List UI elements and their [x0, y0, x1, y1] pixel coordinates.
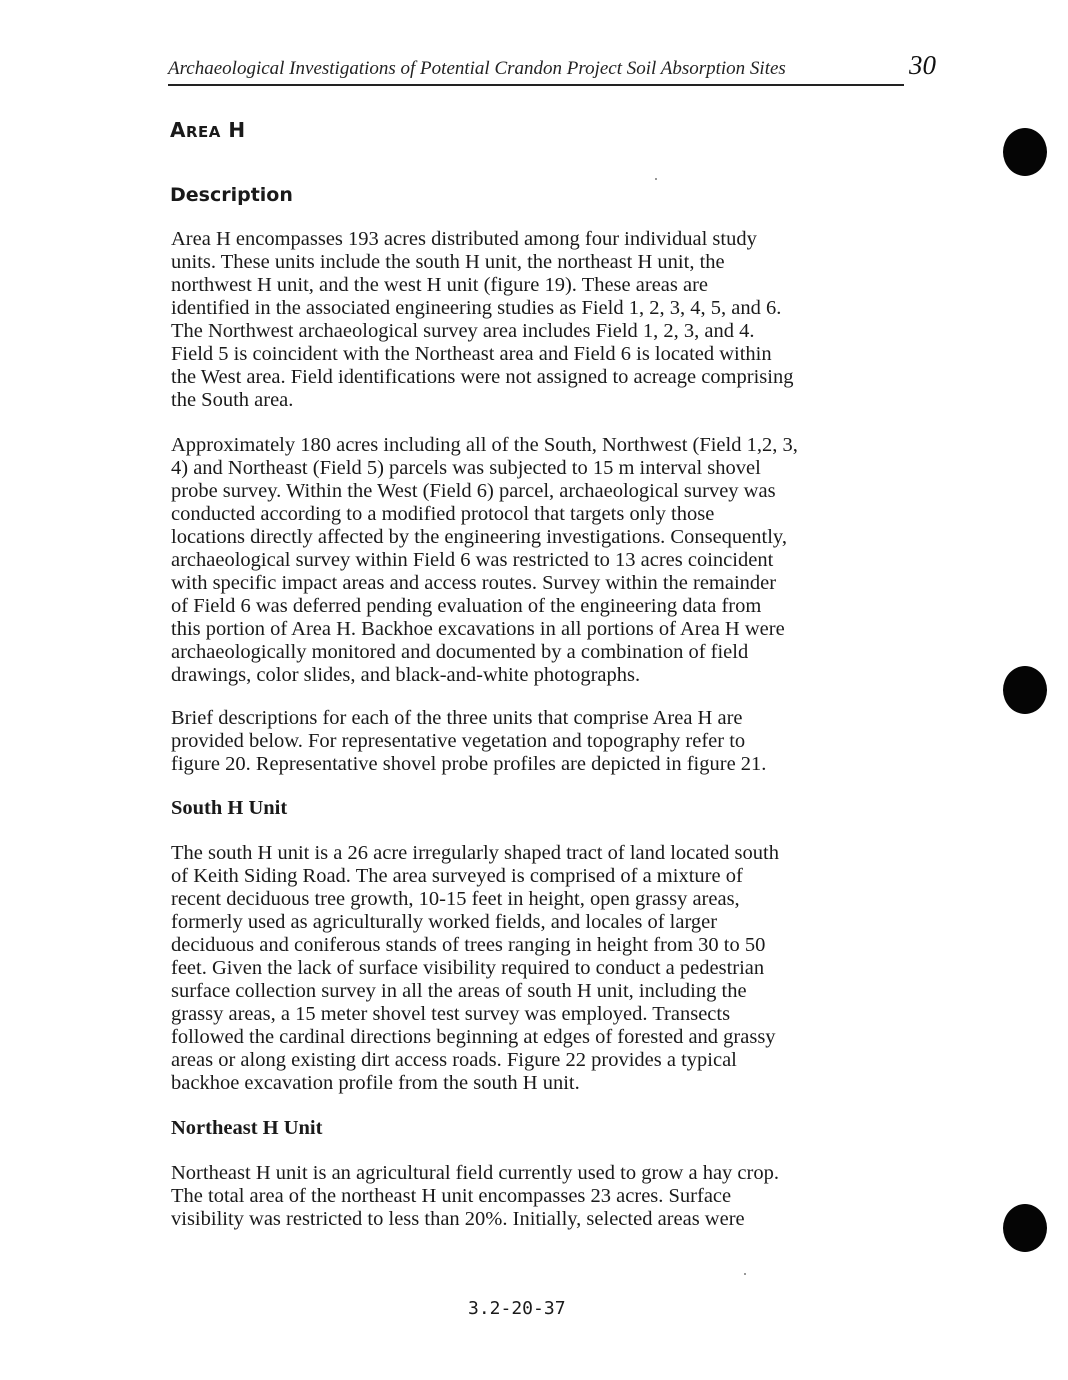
section-heading-smallcaps: REA [185, 123, 221, 141]
northeast-unit-heading: Northeast H Unit [171, 1117, 323, 1139]
page-number: 30 [909, 50, 936, 80]
scan-speck [744, 1273, 746, 1275]
running-header-title: Archaeological Investigations of Potential Crandon Project Soil Absorption Sites [168, 58, 786, 79]
section-heading-initial: A [170, 118, 186, 142]
section-heading [170, 118, 246, 142]
page-header [168, 50, 936, 86]
section-heading-suffix: H [220, 118, 246, 142]
paragraph-unit-intro: Brief descriptions for each of the three units that comprise Area H are provided below. For representative vegetation and topography refer to figure 20. Representative shovel probe profiles are depicted in figure 21. [171, 707, 767, 775]
paragraph-survey-method: Approximately 180 acres including all of the South, Northwest (Field 1,2, 3, 4) and Northeast (Field 5) parcels was subjected to 15 m interval shovel probe survey. Within the West (Field 6) parcel, archaeological survey was conducted according to a modified protocol that targets only those locations directly affected by the engineering investigations. Consequently, archaeological survey within Field 6 was restricted to 13 acres coincident with specific impact areas and access routes. Survey within the remainder of Field 6 was deferred pending evaluation of the engineering data from this portion of Area H. Backhoe excavations in all portions of Area H were archaeologically monitored and documented by a combination of field drawings, color slides, and black-and-white photographs. [171, 434, 798, 686]
scan-speck [655, 178, 657, 180]
binder-hole-bottom [1003, 1204, 1047, 1252]
description-heading: Description [170, 184, 293, 206]
paragraph-northeast-unit: Northeast H unit is an agricultural field currently used to grow a hay crop. The total area of the northeast H unit encompasses 23 acres. Surface visibility was restricted to less than 20%. Initially, selected areas were [171, 1162, 779, 1230]
binder-hole-top [1003, 128, 1047, 176]
page-footer-doc-number: 3.2-20-37 [468, 1298, 566, 1319]
paragraph-area-overview: Area H encompasses 193 acres distributed among four individual study units. These units include the south H unit, the northeast H unit, the northwest H unit, and the west H unit (figure 19). These areas are identified in the associated engineering studies as Field 1, 2, 3, 4, 5, and 6. The Northwest archaeological survey area includes Field 1, 2, 3, and 4. Field 5 is coincident with the Northeast area and Field 6 is located within the West area. Field identifications were not assigned to acreage comprising the South area. [171, 228, 794, 411]
south-unit-heading: South H Unit [171, 797, 288, 819]
paragraph-south-unit: The south H unit is a 26 acre irregularly shaped tract of land located south of Keith Siding Road. The area surveyed is comprised of a mixture of recent deciduous tree growth, 10-15 feet in height, open grassy areas, formerly used as agriculturally worked fields, and locales of larger deciduous and coniferous stands of trees ranging in height from 30 to 50 feet. Given the lack of surface visibility required to conduct a pedestrian surface collection survey in all the areas of south H unit, including the grassy areas, a 15 meter shovel test survey was employed. Transects followed the cardinal directions beginning at edges of forested and grassy areas or along existing dirt access roads. Figure 22 provides a typical backhoe excavation profile from the south H unit. [171, 842, 779, 1094]
binder-hole-middle [1003, 666, 1047, 714]
